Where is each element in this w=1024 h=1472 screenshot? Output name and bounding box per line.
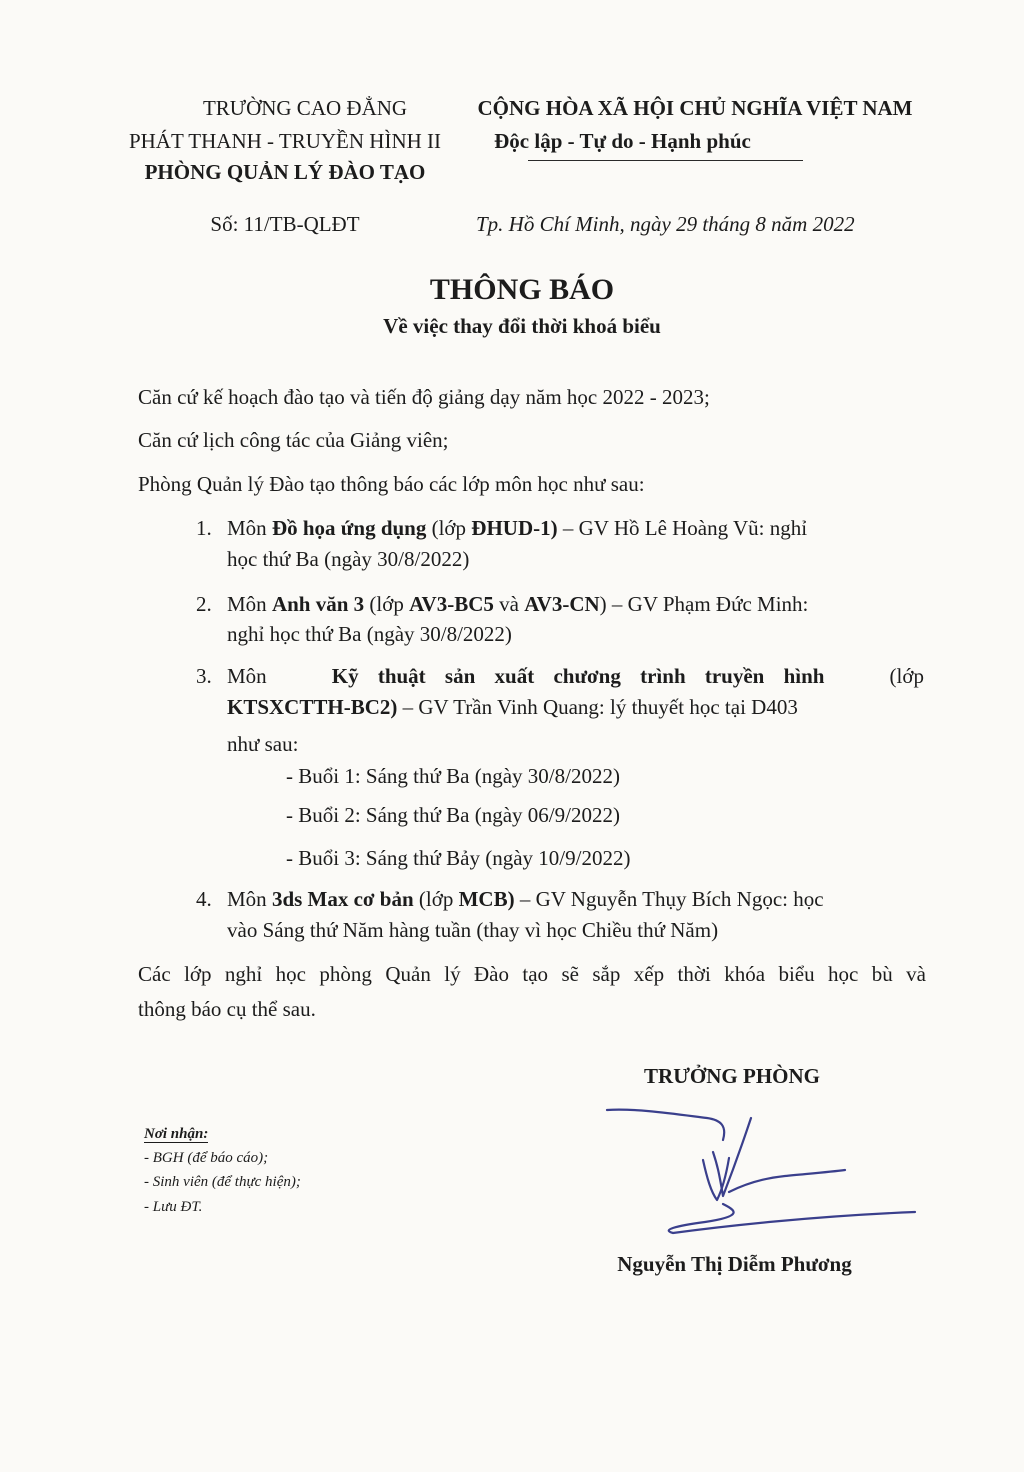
- intro-line-2: Căn cứ lịch công tác của Giảng viên;: [138, 428, 449, 452]
- republic-name: CỘNG HÒA XÃ HỘI CHỦ NGHĨA VIỆT NAM: [477, 96, 913, 120]
- closing-line-1: Các lớp nghỉ học phòng Quản lý Đào tạo sẽ sắp xếp thời khóa biểu học bù và: [138, 962, 926, 986]
- motto-underline: [528, 160, 803, 161]
- list-item: Môn Đồ họa ứng dụng (lớp ĐHUD-1) – GV Hồ Lê Hoàng Vũ: nghỉ: [227, 516, 808, 540]
- intro-line-3: Phòng Quản lý Đào tạo thông báo các lớp môn học như sau:: [138, 472, 645, 496]
- document-title: THÔNG BÁO: [429, 273, 615, 306]
- list-item: Môn Anh văn 3 (lớp AV3-BC5 và AV3-CN) – GV Phạm Đức Minh:: [227, 592, 809, 616]
- list-item: Môn Kỹ thuật sản xuất chương trình truyền hình (lớp: [227, 664, 924, 688]
- closing-line-2: thông báo cụ thể sau.: [138, 997, 316, 1021]
- place-date: Tp. Hồ Chí Minh, ngày 29 tháng 8 năm 2022: [476, 212, 855, 236]
- school-name-line1: TRƯỜNG CAO ĐẲNG: [202, 96, 408, 120]
- session-line: - Buổi 3: Sáng thứ Bảy (ngày 10/9/2022): [286, 846, 631, 870]
- document-subtitle: Về việc thay đổi thời khoá biểu: [383, 314, 661, 338]
- recipient-item: - Lưu ĐT.: [144, 1199, 203, 1215]
- class-code: AV3-BC5: [409, 592, 494, 616]
- list-item-continuation: vào Sáng thứ Năm hàng tuần (thay vì học Chiều thứ Năm): [227, 918, 719, 942]
- session-line: - Buổi 1: Sáng thứ Ba (ngày 30/8/2022): [286, 764, 620, 788]
- school-name-line2: PHÁT THANH - TRUYỀN HÌNH II: [128, 129, 442, 153]
- class-code: ĐHUD-1): [471, 516, 558, 540]
- list-item-continuation: KTSXCTTH-BC2) – GV Trần Vinh Quang: lý thuyết học tại D403: [227, 695, 798, 719]
- signer-title: TRƯỞNG PHÒNG: [644, 1064, 820, 1088]
- class-code: AV3-CN: [524, 592, 600, 616]
- list-item: Môn 3ds Max cơ bản (lớp MCB) – GV Nguyễn Thụy Bích Ngọc: học: [227, 887, 824, 911]
- session-line: - Buổi 2: Sáng thứ Ba (ngày 06/9/2022): [286, 803, 620, 827]
- recipients-heading: Nơi nhận:: [144, 1126, 209, 1142]
- recipient-item: - Sinh viên (để thực hiện);: [144, 1174, 301, 1190]
- list-item-continuation: nghỉ học thứ Ba (ngày 30/8/2022): [227, 622, 512, 646]
- signer-name: Nguyễn Thị Diễm Phương: [617, 1252, 852, 1276]
- subject-name: Kỹ thuật sản xuất chương trình truyền hình: [331, 664, 825, 688]
- department-name: PHÒNG QUẢN LÝ ĐÀO TẠO: [144, 160, 426, 184]
- handwritten-signature: [595, 1100, 925, 1250]
- national-motto: Độc lập - Tự do - Hạnh phúc: [494, 129, 751, 153]
- item-number: 3.: [196, 664, 212, 688]
- class-code: KTSXCTTH-BC2): [227, 695, 398, 719]
- subject-name: Anh văn 3: [271, 592, 365, 616]
- subject-name: Đồ họa ứng dụng: [271, 516, 427, 540]
- item-number: 4.: [196, 887, 212, 911]
- intro-line-1: Căn cứ kế hoạch đào tạo và tiến độ giảng dạy năm học 2022 - 2023;: [138, 385, 710, 409]
- item-number: 2.: [196, 592, 212, 616]
- list-item-continuation: như sau:: [227, 732, 299, 756]
- class-code: MCB): [458, 887, 515, 911]
- document-number: Số: 11/TB-QLĐT: [210, 212, 360, 236]
- item-number: 1.: [196, 516, 212, 540]
- list-item-continuation: học thứ Ba (ngày 30/8/2022): [227, 547, 470, 571]
- subject-name: 3ds Max cơ bản: [271, 887, 414, 911]
- recipient-item: - BGH (để báo cáo);: [144, 1150, 269, 1166]
